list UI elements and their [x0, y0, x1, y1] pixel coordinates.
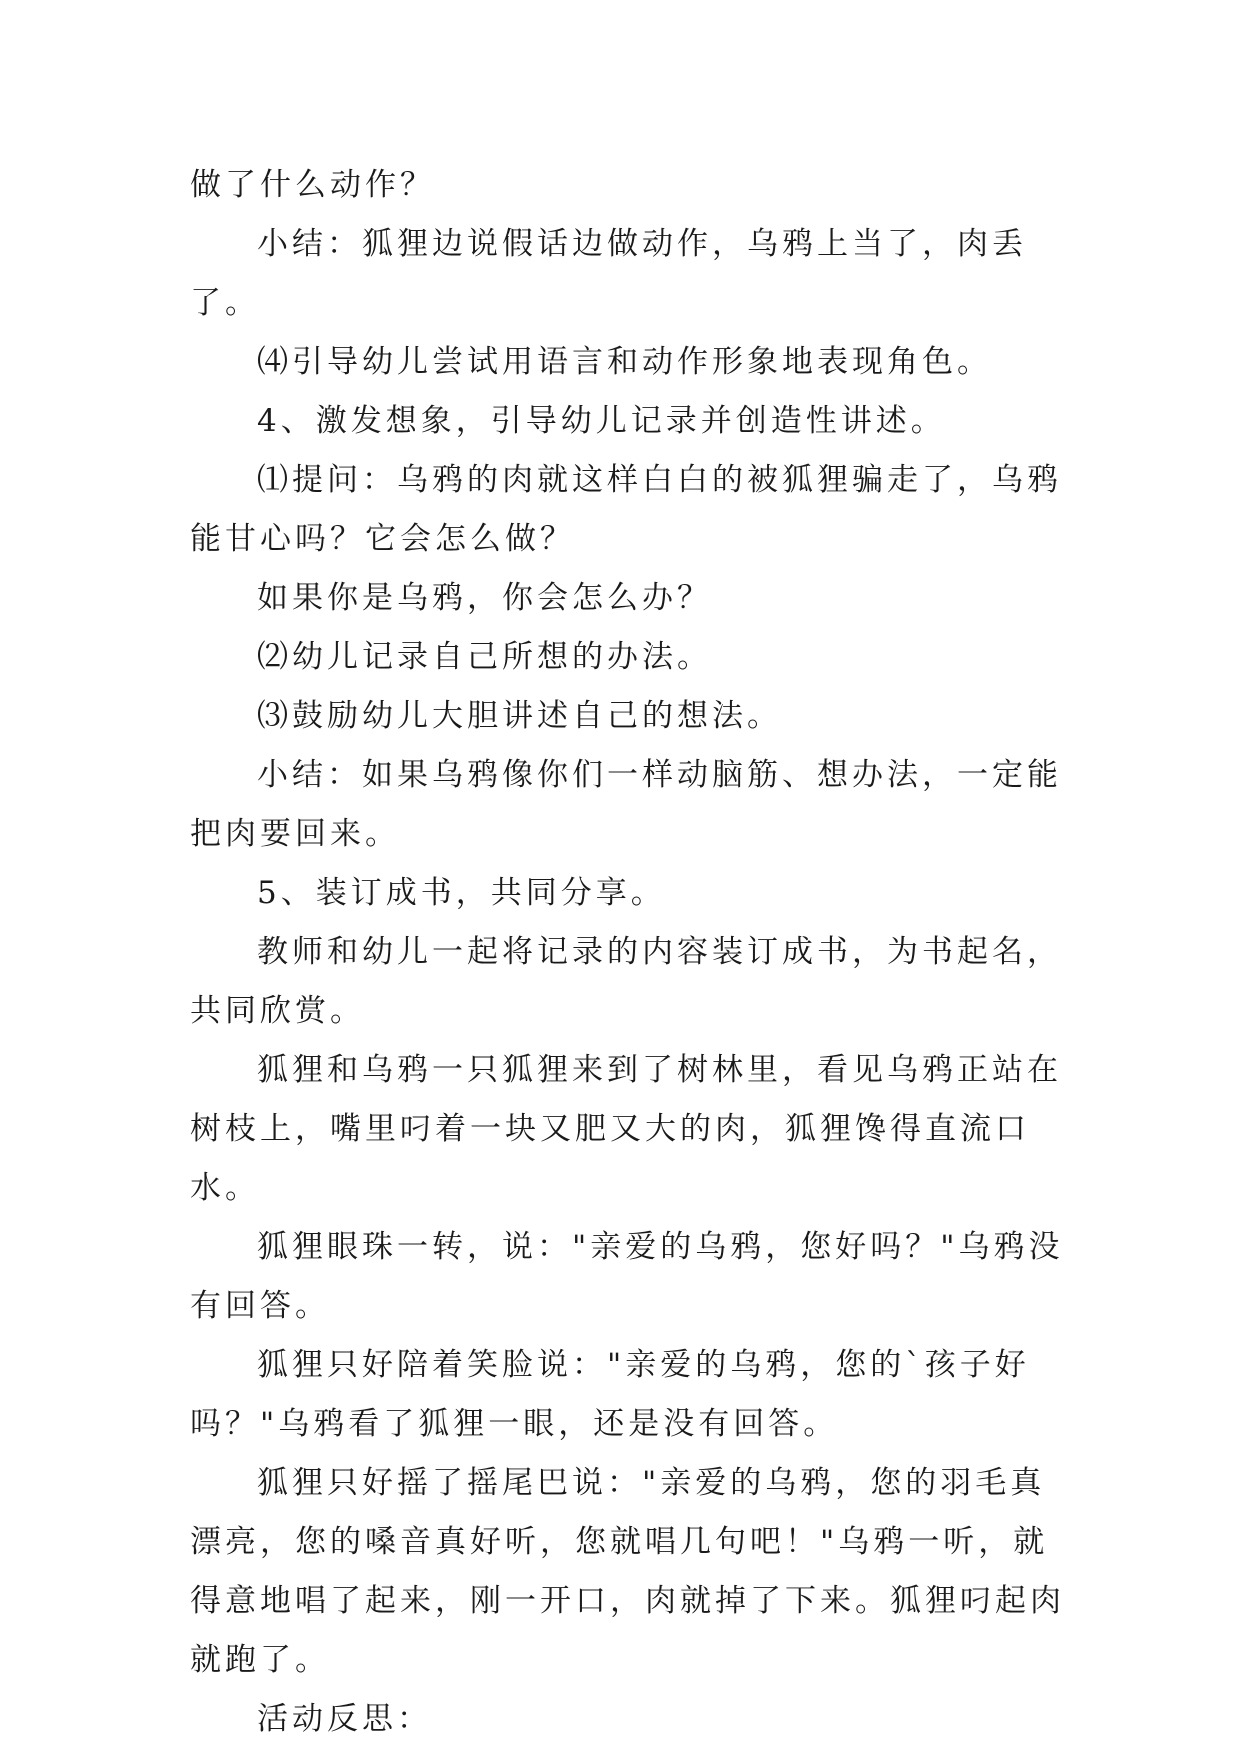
paragraph: 小结：狐狸边说假话边做动作，乌鸦上当了，肉丢了。	[190, 226, 1027, 321]
paragraph: ⑴提问：乌鸦的肉就这样白白的被狐狸骗走了，乌鸦能甘心吗？它会怎么做？	[190, 462, 1062, 557]
paragraph: 做了什么动作？	[190, 167, 435, 203]
paragraph: 如果你是乌鸦，你会怎么办？	[257, 580, 712, 616]
paragraph: 5、装订成书，共同分享。	[257, 875, 666, 911]
paragraph: 狐狸眼珠一转，说："亲爱的乌鸦，您好吗？"乌鸦没有回答。	[190, 1229, 1064, 1324]
paragraph: ⑵幼儿记录自己所想的办法。	[257, 639, 712, 675]
paragraph: 狐狸只好陪着笑脸说："亲爱的乌鸦，您的`孩子好吗？"乌鸦看了狐狸一眼，还是没有回答。	[190, 1347, 1030, 1442]
paragraph: 狐狸和乌鸦一只狐狸来到了树林里，看见乌鸦正站在树枝上，嘴里叼着一块又肥又大的肉，狐狸馋得直流口水。	[190, 1052, 1062, 1206]
paragraph: 教师和幼儿一起将记录的内容装订成书，为书起名，共同欣赏。	[190, 934, 1062, 1029]
paragraph: ⑷引导幼儿尝试用语言和动作形象地表现角色。	[257, 344, 992, 380]
paragraph: ⑶鼓励幼儿大胆讲述自己的想法。	[257, 698, 782, 734]
paragraph: 4、激发想象，引导幼儿记录并创造性讲述。	[257, 403, 946, 439]
paragraph: 狐狸只好摇了摇尾巴说："亲爱的乌鸦，您的羽毛真漂亮，您的嗓音真好听，您就唱几句吧！"乌鸦一听，就得意地唱了起来，刚一开口，肉就掉了下来。狐狸叼起肉就跑了。	[190, 1465, 1065, 1678]
document-body	[190, 156, 1070, 1749]
paragraph: 小结：如果乌鸦像你们一样动脑筋、想办法，一定能把肉要回来。	[190, 757, 1062, 852]
paragraph: 活动反思：	[257, 1701, 432, 1737]
